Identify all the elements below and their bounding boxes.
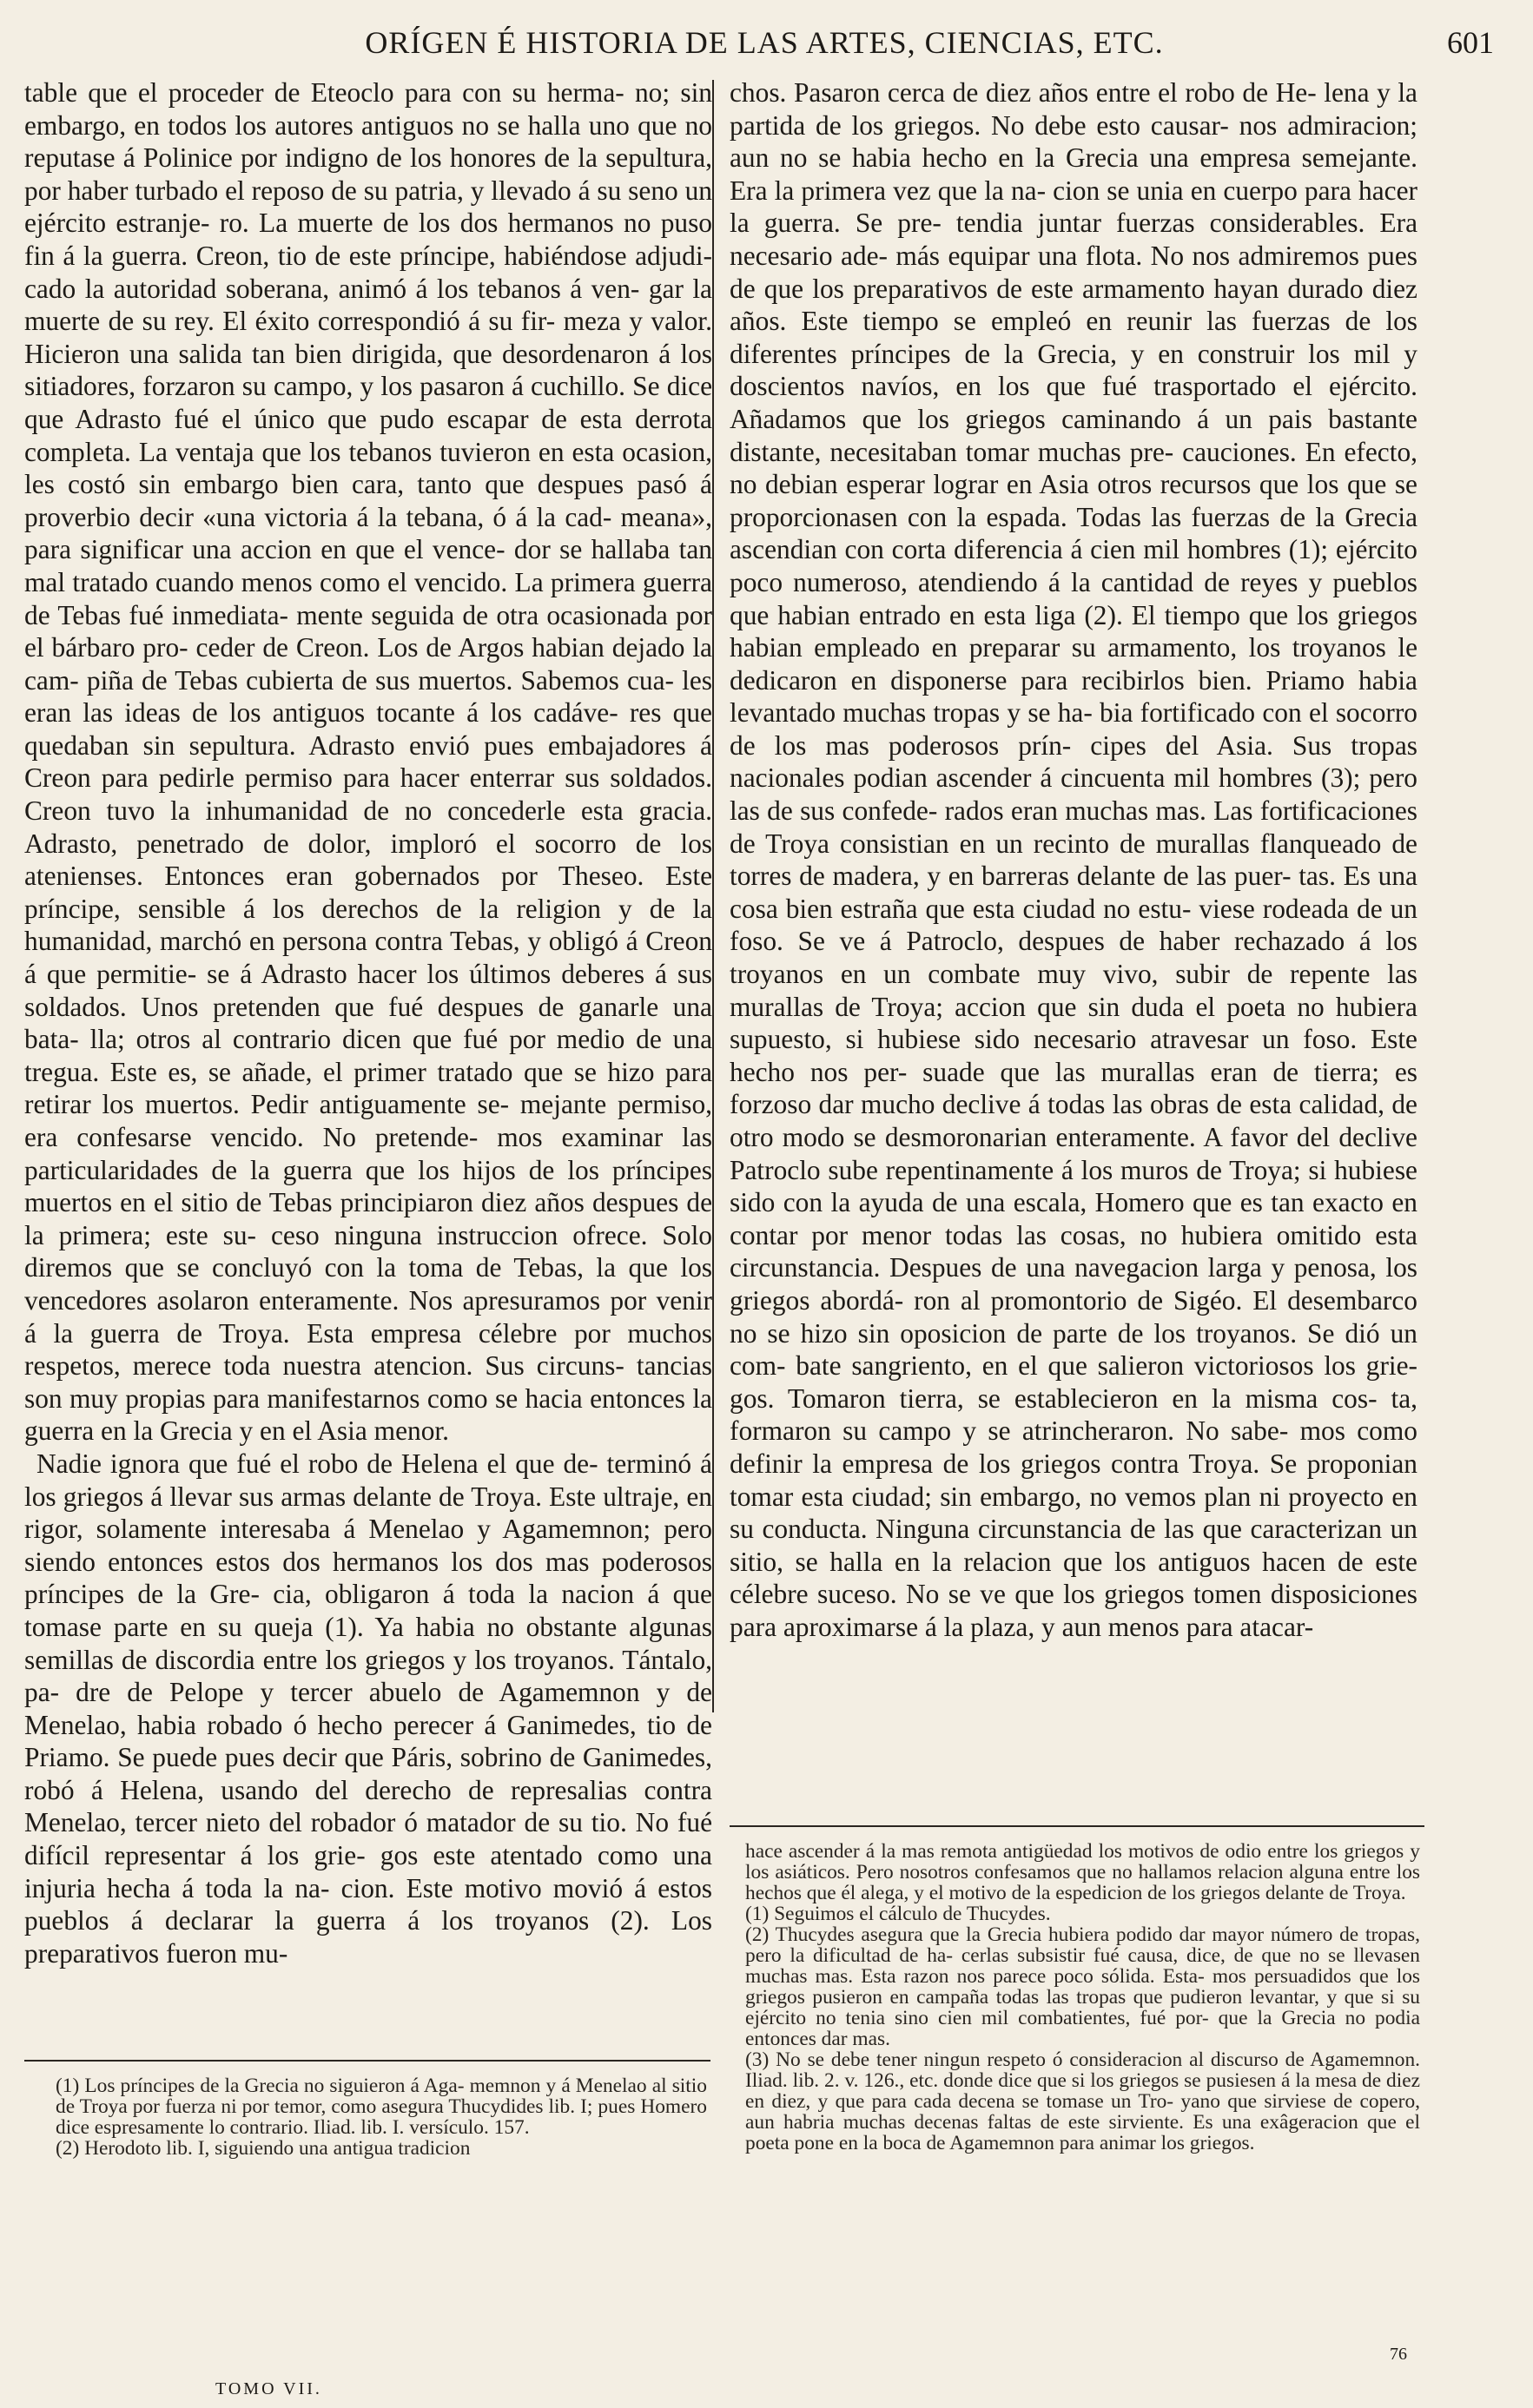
footnote: (3) No se debe tener ningun respeto ó consideracion al discurso de Agamemnon. Iliad. lib. 2. v. 126., etc. donde dice que si los griegos se pusiesen á la mesa de diez en diez, y que para cada decena se tomase un Tro- yano que sirviese de copero, aun habria muchas decenas faltas de este sirviente. Es una exâgeracion que el poeta pone en la boca de Agamemnon para animar los griegos.: [745, 2048, 1420, 2154]
paragraph: chos. Pasaron cerca de diez años entre el robo de He- lena y la partida de los griegos. No debe esto causar- nos admiracion; aun no se habia hecho en la Grecia una empresa semejante. Era la primera vez que la na- cion se unia en cuerpo para hacer la guerra. Se pre- tendia juntar fuerzas considerables. Era necesario ade- más equipar una flota. No nos admiremos pues de que los preparativos de este armamento hayan durado diez años. Este tiempo se empleó en reunir las fuerzas de los diferentes príncipes de la Grecia, y en construir los mil y doscientos navíos, en los que fué trasportado el ejército. Añadamos que los griegos caminando á un pais bastante distante, necesitaban tomar muchas pre- cauciones. En efecto, no debian esperar lograr en Asia otros recursos que los que se proporcionasen con la espada. Todas las fuerzas de la Grecia ascendian con corta diferencia á cien mil hombres (1); ejército poco numeroso, atendiendo á la cantidad de reyes y pueblos que habian entrado en esta liga (2). El tiempo que los griegos habian empleado en preparar su armamento, los troyanos le dedicaron en disponerse para recibirlos bien. Priamo habia levantado muchas tropas y se ha- bia fortificado con el socorro de los mas poderosos prín- cipes del Asia. Sus tropas nacionales podian ascender á cincuenta mil hombres (3); pero las de sus confede- rados eran muchas mas. Las fortificaciones de Troya consistian en un recinto de murallas flanqueado de torres de madera, y en barreras delante de las puer- tas. Es una cosa bien estraña que esta ciudad no estu- viese rodeada de un foso. Se ve á Patroclo, despues de haber rechazado á los troyanos en un combate muy vivo, subir de repente las murallas de Troya; accion que sin duda el poeta no hubiera supuesto, si hubiese sido necesario atravesar un foso. Este hecho nos per- suade que las murallas eran de tierra; es forzoso dar mucho declive á todas las obras de esta calidad, de otro modo se desmoronarian enteramente. A favor del declive Patroclo sube repentinamente á los muros de Troya; si hubiese sido con la ayuda de una escala, Homero que es tan exacto en contar por menor todas las cosas, no hubiera omitido esta circunstancia. Despues de una navegacion larga y penosa, los griegos abordá- ron al promontorio de Sigéo. El desembarco no se hizo sin oposicion de parte de los troyanos. Se dió un com- bate sangriento, en el que salieron victoriosos los grie- gos. Tomaron tierra, se establecieron en la misma cos- ta, formaron su campo y se atrincheraron. No sabe- mos como definir la empresa de los griegos contra Troya. Se proponian tomar esta ciudad; sin embargo, no vemos plan ni proyecto en su conducta. Ninguna circunstancia de las que caracterizan un sitio, se halla en la relacion que los antiguos hacen de este célebre suceso. No se ve que los griegos tomen disposiciones para aproximarse á la plaza, y aun menos para atacar-: [730, 77, 1417, 1642]
footnote: hace ascender á la mas remota antigüedad los motivos de odio entre los griegos y los asiáticos. Pero nosotros confesamos que no hallamos relacion alguna entre los hechos que él alega, y el motivo de la espedicion de los griegos delante de Troya.: [745, 1840, 1420, 1904]
footnote: (1) Seguimos el cálculo de Thucydes.: [745, 1903, 1051, 1925]
footnote: (1) Los príncipes de la Grecia no siguieron á Aga- memnon y á Menelao al sitio de Troya por fuerza ni por temor, como asegura Thucydides lib. I; pues Homero dice espresamente lo contrario. Iliad. lib. I. versículo. 157.: [56, 2075, 707, 2139]
running-header: [26, 24, 1503, 68]
paragraph: table que el proceder de Eteoclo para con su herma- no; sin embargo, en todos los autores antiguos no se halla uno que no reputase á Polinice por indigno de los honores de la sepultura, por haber turbado el reposo de su patria, y llevado á su seno un ejército estranje- ro. La muerte de los dos hermanos no puso fin á la guerra. Creon, tio de este príncipe, habiéndose adjudi- cado la autoridad soberana, animó á los tebanos á ven- gar la muerte de su rey. El éxito correspondió á su fir- meza y valor. Hicieron una salida tan bien dirigida, que desordenaron á los sitiadores, forzaron su campo, y los pasaron á cuchillo. Se dice que Adrasto fué el único que pudo escapar de esta derrota completa. La ventaja que los tebanos tuvieron en esta ocasion, les costó sin embargo bien cara, tanto que despues pasó á proverbio decir «una victoria á la tebana, ó á la cad- meana», para significar una accion en que el vence- dor se hallaba tan mal tratado cuando menos como el vencido. La primera guerra de Tebas fué inmediata- mente seguida de otra ocasionada por el bárbaro pro- ceder de Creon. Los de Argos habian dejado la cam- piña de Tebas cubierta de sus muertos. Sabemos cua- les eran las ideas de los antiguos tocante á los cadáve- res que quedaban sin sepultura. Adrasto envió pues embajadores á Creon para pedirle permiso para hacer enterrar sus soldados. Creon tuvo la inhumanidad de no concederle esta gracia. Adrasto, penetrado de dolor, imploró el socorro de los atenienses. Entonces eran gobernados por Theseo. Este príncipe, sensible á los derechos de la religion y de la humanidad, marchó en persona contra Tebas, y obligó á Creon á que permitie- se á Adrasto hacer los últimos deberes á sus soldados. Unos pretenden que fué despues de ganarle una bata- lla; otros al contrario dicen que fué por medio de una tregua. Este es, se añade, el primer tratado que se hizo para retirar los muertos. Pedir antiguamente se- mejante permiso, era confesarse vencido. No pretende- mos examinar las particularidades de la guerra que los hijos de los príncipes muertos en el sitio de Tebas principiaron diez años despues de la primera; este su- ceso ninguna instruccion ofrece. Solo diremos que se concluyó con la toma de Tebas, la que los vencedores asolaron enteramente. Nos apresuramos por venir á la guerra de Troya. Esta empresa célebre por muchos respetos, merece toda nuestra atencion. Sus circuns- tancias son muy propias para manifestarnos como se hacia entonces la guerra en la Grecia y en el Asia menor.: [24, 77, 712, 1447]
column-divider: [712, 80, 714, 1712]
left-column: [24, 76, 712, 2195]
footnote-rule-left: [24, 2060, 710, 2062]
footnote: (2) Thucydes asegura que la Grecia hubiera podido dar mayor número de tropas, pero la dificultad de ha- cerlas subsistir fué causa, dice, de que no se llevasen muchas mas. Esta razon nos parece poco sólida. Esta- mos persuadidos que los griegos pusieron en campaña todas las tropas que pudieron levantar, y que si su ejército no tenia sino cien mil combatientes, fué por- que la Grecia no podia entonces dar mas.: [745, 1923, 1420, 2050]
footnotes-left: [56, 2075, 707, 2159]
footnotes-right: [745, 1841, 1420, 2154]
page-title: ORÍGEN É HISTORIA DE LAS ARTES, CIENCIAS, ETC.: [365, 25, 1164, 60]
footnote-rule-right: [730, 1825, 1424, 1827]
page-number: 601: [1447, 25, 1494, 60]
right-column: [730, 76, 1417, 1865]
footnote: (2) Herodoto lib. I, siguiendo una antigua tradicion: [56, 2137, 471, 2160]
paragraph: Nadie ignora que fué el robo de Helena el que de- terminó á los griegos á llevar sus armas delante de Troya. Este ultraje, en rigor, solamente interesaba á Menelao y Agamemnon; pero siendo entonces estos dos hermanos los dos mas poderosos príncipes de la Gre- cia, obligaron á toda la nacion á que tomase parte en su queja (1). Ya habia no obstante algunas semillas de discordia entre los griegos y los troyanos. Tántalo, pa- dre de Pelope y tercer abuelo de Agamemnon y de Menelao, habia robado ó hecho perecer á Ganimedes, tio de Priamo. Se puede pues decir que Páris, sobrino de Ganimedes, robó á Helena, usando del derecho de represalias contra Menelao, tercer nieto del robador ó matador de su tio. No fué difícil representar á los grie- gos este atentado como una injuria hecha á toda la na- cion. Este motivo movió á estos pueblos á declarar la guerra á los troyanos (2). Los preparativos fueron mu-: [24, 1448, 712, 1969]
signature-mark: 76: [1390, 2345, 1407, 2364]
volume-label: TOMO VII.: [215, 2379, 322, 2398]
